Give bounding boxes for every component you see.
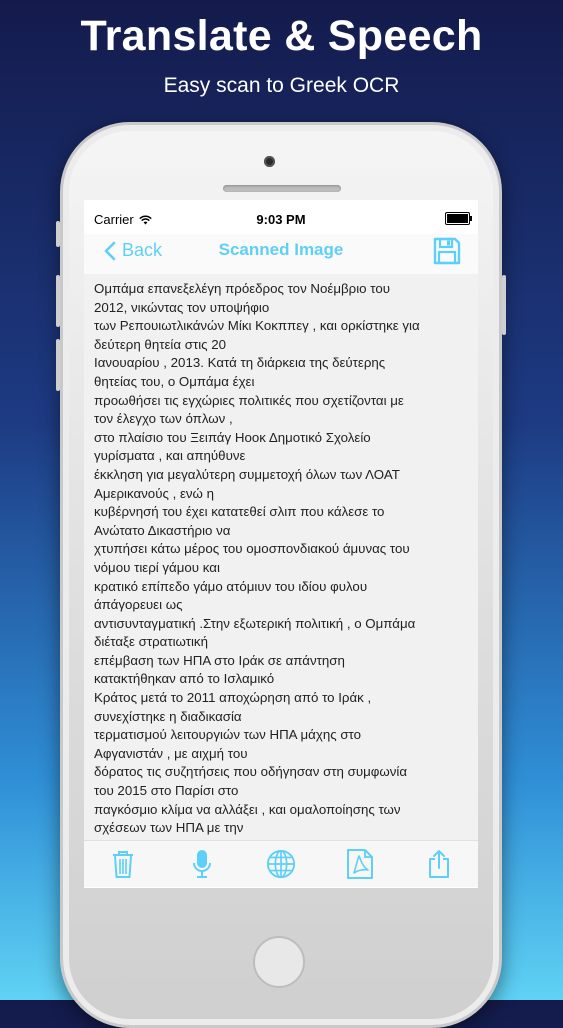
app-screen [84, 200, 478, 888]
text-line: σχέσεων των ΗΠΑ με την [94, 820, 244, 836]
text-line: αντισυνταγματική .Στην εξωτερική πολιτική , ο Ομπάμα [94, 615, 416, 631]
translate-button[interactable] [266, 848, 296, 880]
text-line: προωθήσει τις εγχώριες πολιτικές που σχετίζονται με [94, 392, 404, 408]
text-line: των Ρεπουιωτλικάνών Μίκι Κοκππεγ , και ορκίστηκε για [94, 318, 420, 334]
trash-icon [111, 849, 135, 879]
export-pdf-button[interactable] [345, 848, 375, 880]
text-line: Ιανουαρίου , 2013. Κατά τη διάρκεια της δεύτερης [94, 355, 386, 371]
text-line: παγκόσμιο κλίμα να αλλάξει , και ομαλοποίησης των [94, 801, 401, 817]
text-line: Ομπάμα επανεξελέγη πρόεδρος τον Νοέμβριο του [94, 281, 390, 296]
volume-up-button [56, 275, 60, 327]
text-line: δόρατος τις συζητήσεις που οδήγησαν στη συμφωνία [94, 764, 408, 780]
text-line: συνεχίστηκε η διαδικασία [94, 708, 242, 724]
save-icon [432, 236, 462, 266]
scanned-text-area[interactable] [84, 274, 478, 840]
text-line: διέταξε στρατιωτική [94, 634, 208, 650]
text-line: επέμβαση των ΗΠΑ στο Ιράκ σε απάντηση [94, 652, 345, 668]
text-line: θητείας του, ο Ομπάμα έχει [94, 373, 255, 389]
globe-icon [266, 848, 296, 880]
battery-icon [445, 212, 470, 225]
navigation-bar [84, 234, 478, 274]
delete-button[interactable] [108, 848, 138, 880]
text-line: γυρίσματα , και απηύθυνε [94, 448, 246, 464]
share-icon [427, 849, 451, 879]
text-line: κυβέρνησή του έχει κατατεθεί σλιπ που κάλεσε το [94, 504, 385, 520]
carrier-text: Carrier [94, 212, 134, 227]
share-button[interactable] [424, 848, 454, 880]
pdf-icon [346, 848, 374, 880]
text-line: του 2015 στο Παρίσι στο [94, 783, 239, 799]
mute-switch [56, 221, 60, 247]
text-line: κατακτήθηκαν από το Ισλαμικό [94, 671, 275, 687]
text-line: κρατικό επίπεδο γάμο ατόμιυν του ιδίου φυλου [94, 578, 368, 594]
back-label: Back [122, 240, 163, 260]
microphone-icon [192, 848, 212, 880]
front-camera [264, 156, 275, 167]
text-line: τον έλεγχο των όπλων , [94, 411, 233, 427]
volume-down-button [56, 339, 60, 391]
hero-title: Translate & Speech [80, 12, 483, 60]
text-line: στο πλαίσιο του Ξειπάγ Ηοοκ Δημοτικό Σχολείο [94, 429, 371, 445]
text-line: χτυπήσει κάτω μέρος του ομοσπονδιακού άμυνας του [94, 541, 410, 557]
home-button [253, 936, 305, 988]
text-line: Αφγανιστάν , με αιχμή του [94, 745, 248, 761]
text-line: έκκληση για μεγαλύτερη συμμετοχή όλων των ΛΟΑΤ [94, 466, 400, 482]
text-line: Ανώτατο Δικαστήριο να [94, 522, 231, 538]
power-button [502, 275, 506, 335]
text-line: άπάγορευει ως [94, 597, 183, 613]
bottom-toolbar [84, 840, 478, 887]
text-line: δεύτερη θητεία στις 20 [94, 336, 227, 352]
text-line: 2012, νικώντας τον υποψήφιο [94, 299, 270, 315]
status-time: 9:03 PM [256, 212, 306, 227]
text-line: τερματισμού λειτουργιών των ΗΠΑ μάχης στο [94, 727, 361, 743]
text-line: Αμερικανούς , ενώ η [94, 485, 215, 501]
page-title: Scanned Image [218, 240, 344, 259]
text-line: Κράτος μετά το 2011 αποχώρηση από το Ιράκ , [94, 690, 372, 706]
status-bar [84, 200, 478, 234]
earpiece-speaker [223, 185, 341, 192]
text-line: νόμου τιερί γάμου και [94, 559, 220, 575]
speak-button[interactable] [187, 848, 217, 880]
hero-subtitle: Easy scan to Greek OCR [163, 74, 400, 97]
save-button[interactable] [432, 236, 462, 266]
